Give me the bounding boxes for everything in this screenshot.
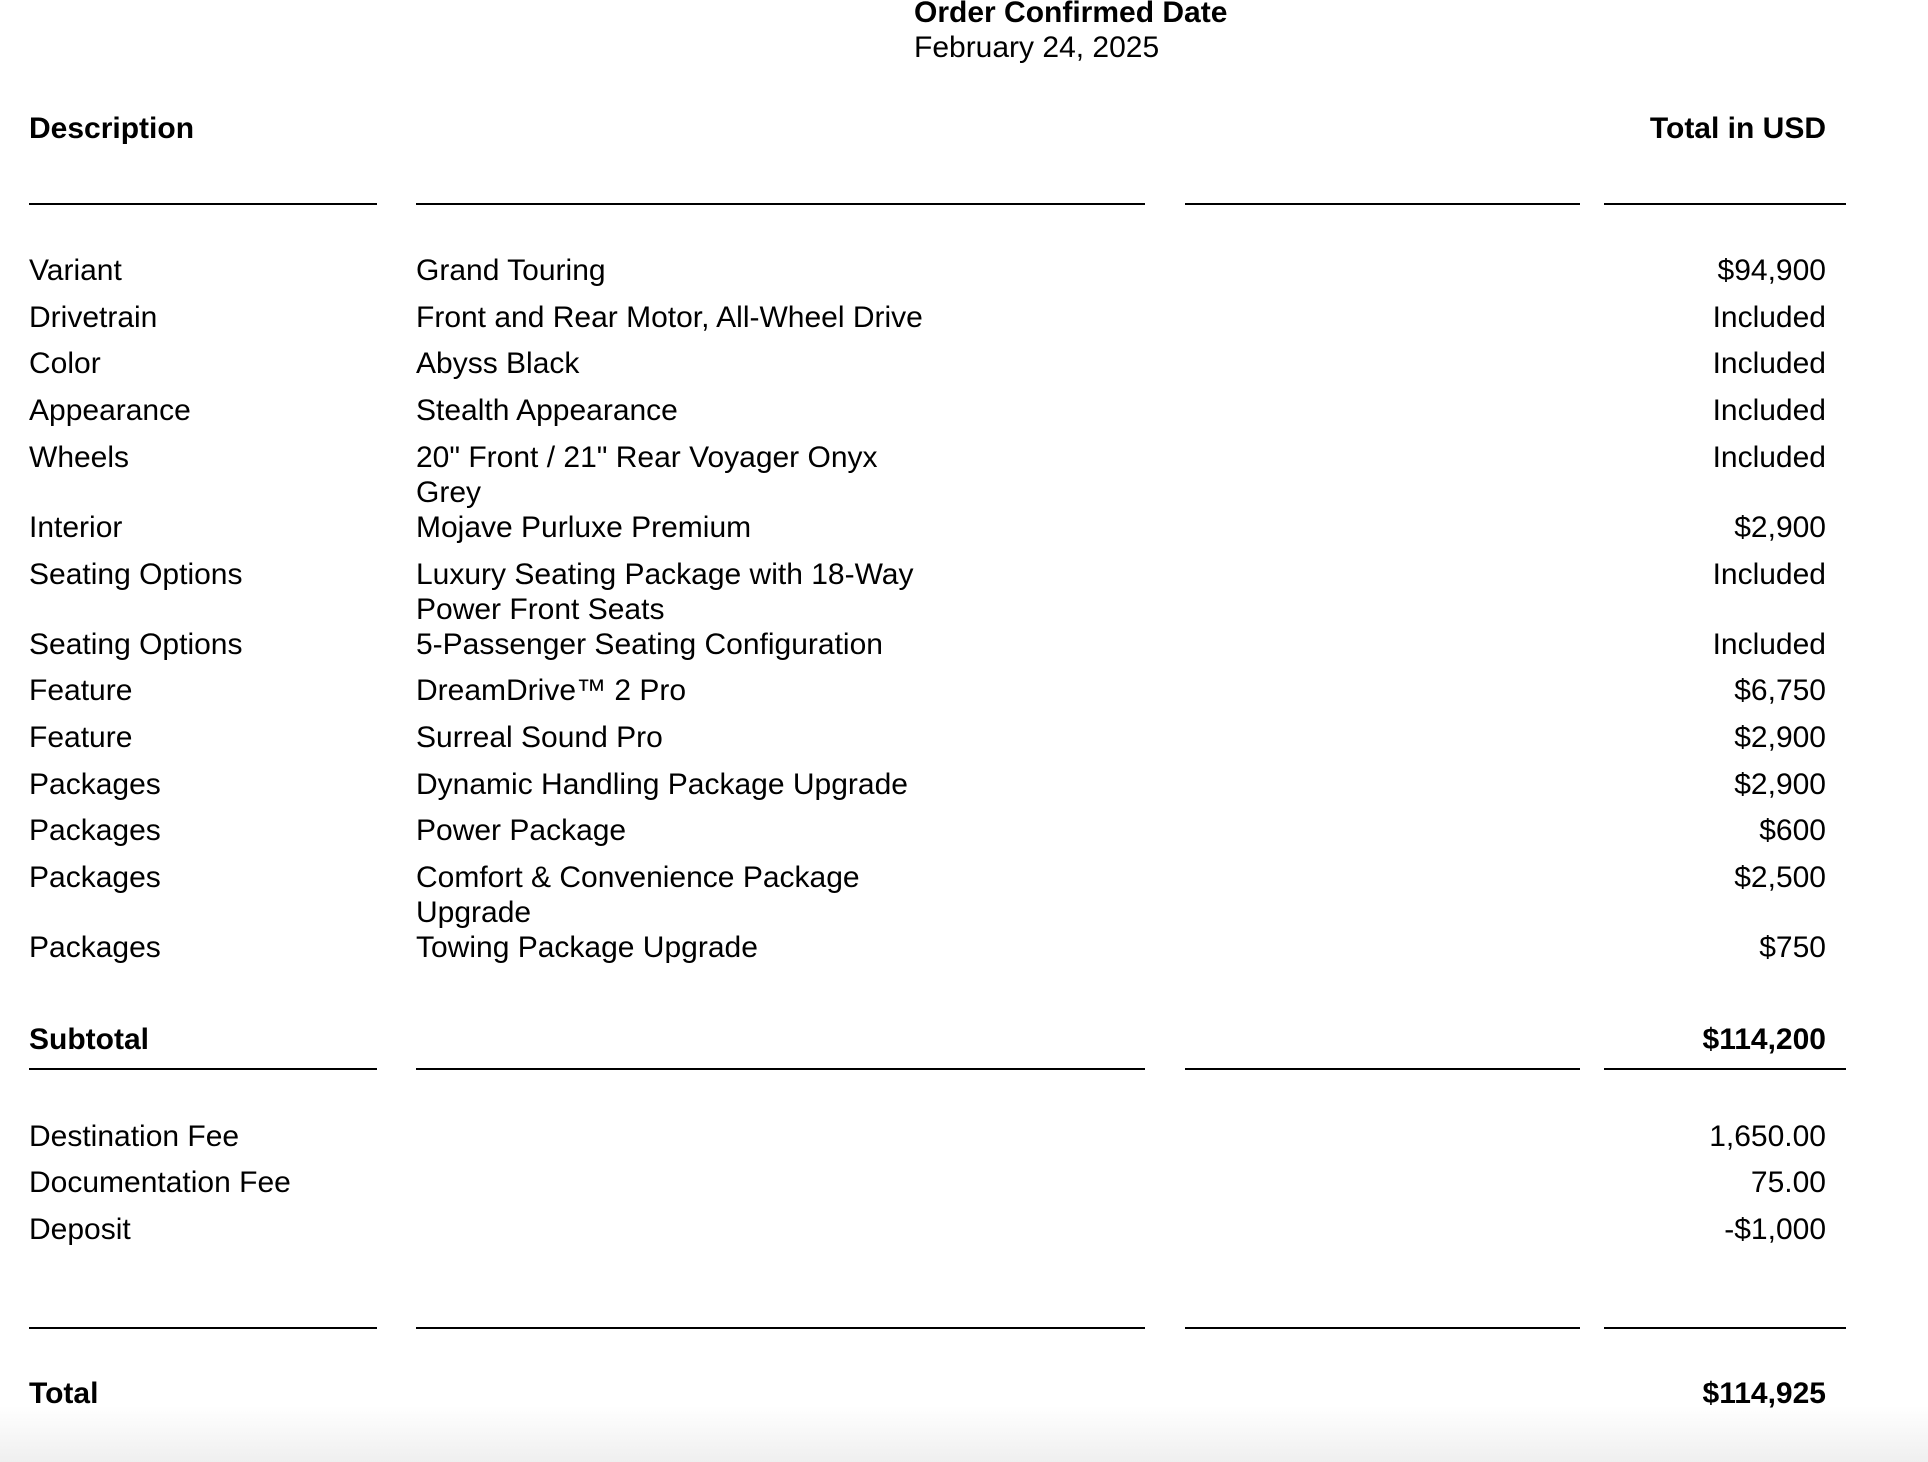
item-description-continued: Grey xyxy=(416,476,482,509)
item-category: Interior xyxy=(29,511,123,544)
fee-label-deposit: Deposit xyxy=(29,1213,131,1246)
item-category: Seating Options xyxy=(29,628,243,661)
item-description: DreamDrive™ 2 Pro xyxy=(416,674,687,707)
description-column-header: Description xyxy=(29,112,195,145)
item-description: Surreal Sound Pro xyxy=(416,721,663,754)
header-rule-3 xyxy=(1185,203,1580,205)
fee-amount-documentation: 75.00 xyxy=(1750,1166,1826,1199)
item-description: Dynamic Handling Package Upgrade xyxy=(416,768,908,801)
item-category: Variant xyxy=(29,254,122,287)
item-category: Feature xyxy=(29,721,133,754)
item-category: Color xyxy=(29,347,101,380)
item-category: Seating Options xyxy=(29,558,243,591)
order-confirmed-date: February 24, 2025 xyxy=(914,31,1160,64)
item-amount: Included xyxy=(1712,628,1826,661)
item-category: Feature xyxy=(29,674,133,707)
item-description: Comfort & Convenience Package xyxy=(416,861,860,894)
item-amount: Included xyxy=(1712,394,1826,427)
header-rule-4 xyxy=(1604,203,1846,205)
item-description: Power Package xyxy=(416,814,627,847)
item-amount: $2,900 xyxy=(1734,768,1826,801)
fee-label-documentation: Documentation Fee xyxy=(29,1166,291,1199)
item-amount: $600 xyxy=(1759,814,1826,847)
item-description: Abyss Black xyxy=(416,347,580,380)
item-description-continued: Power Front Seats xyxy=(416,593,665,626)
fee-amount-destination: 1,650.00 xyxy=(1709,1120,1826,1153)
item-description: Stealth Appearance xyxy=(416,394,678,427)
item-category: Appearance xyxy=(29,394,191,427)
item-category: Wheels xyxy=(29,441,130,474)
subtotal-rule-3 xyxy=(1185,1068,1580,1070)
subtotal-rule-1 xyxy=(29,1068,377,1070)
header-rule-2 xyxy=(416,203,1145,205)
item-description: 5-Passenger Seating Configuration xyxy=(416,628,883,661)
item-amount: Included xyxy=(1712,347,1826,380)
total-rule-3 xyxy=(1185,1327,1580,1329)
subtotal-label: Subtotal xyxy=(29,1023,149,1056)
item-amount: $94,900 xyxy=(1717,254,1826,287)
item-amount: Included xyxy=(1712,301,1826,334)
item-category: Packages xyxy=(29,931,161,964)
item-amount: $2,900 xyxy=(1734,511,1826,544)
total-label: Total xyxy=(29,1377,99,1410)
item-description: Front and Rear Motor, All-Wheel Drive xyxy=(416,301,923,334)
item-description-continued: Upgrade xyxy=(416,896,532,929)
item-amount: $750 xyxy=(1759,931,1826,964)
item-description: Mojave Purluxe Premium xyxy=(416,511,752,544)
order-confirmed-label: Order Confirmed Date xyxy=(914,0,1228,29)
item-category: Packages xyxy=(29,814,161,847)
header-rule-1 xyxy=(29,203,377,205)
item-amount: $2,500 xyxy=(1734,861,1826,894)
item-category: Drivetrain xyxy=(29,301,158,334)
fee-label-destination: Destination Fee xyxy=(29,1120,240,1153)
item-category: Packages xyxy=(29,861,161,894)
total-rule-1 xyxy=(29,1327,377,1329)
total-rule-2 xyxy=(416,1327,1145,1329)
fee-amount-deposit: -$1,000 xyxy=(1724,1213,1826,1246)
item-amount: $2,900 xyxy=(1734,721,1826,754)
subtotal-amount: $114,200 xyxy=(1702,1023,1826,1056)
item-amount: $6,750 xyxy=(1734,674,1826,707)
item-amount: Included xyxy=(1712,558,1826,591)
total-column-header: Total in USD xyxy=(1649,112,1826,145)
item-amount: Included xyxy=(1712,441,1826,474)
total-amount: $114,925 xyxy=(1702,1377,1826,1410)
item-description: Grand Touring xyxy=(416,254,606,287)
subtotal-rule-4 xyxy=(1604,1068,1846,1070)
item-category: Packages xyxy=(29,768,161,801)
item-description: Luxury Seating Package with 18-Way xyxy=(416,558,914,591)
subtotal-rule-2 xyxy=(416,1068,1145,1070)
item-description: 20" Front / 21" Rear Voyager Onyx xyxy=(416,441,878,474)
item-description: Towing Package Upgrade xyxy=(416,931,758,964)
total-rule-4 xyxy=(1604,1327,1846,1329)
page-bottom-shade xyxy=(0,1406,1928,1462)
